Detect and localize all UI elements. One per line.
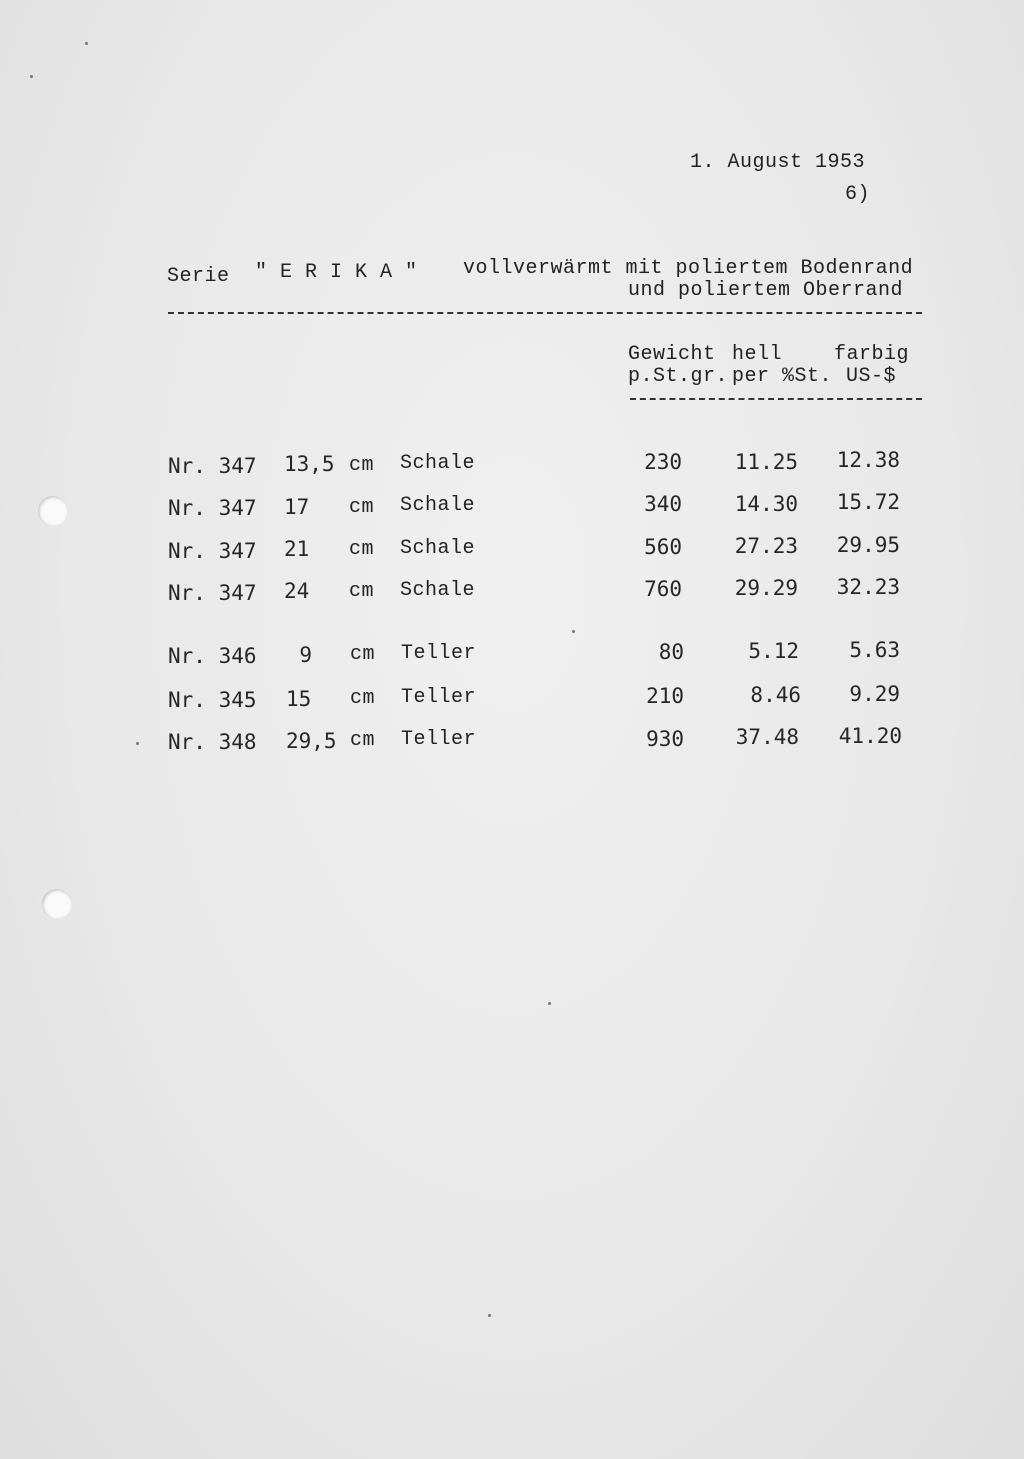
item-size: 9: [299, 643, 312, 667]
column-header-farbig: farbig: [834, 343, 910, 366]
item-weight: 930: [646, 727, 684, 751]
item-price-farbig: 41.20: [838, 724, 902, 748]
item-number: Nr. 348: [168, 730, 257, 754]
item-price-hell: 8.46: [750, 683, 801, 707]
item-size: 24: [284, 579, 310, 603]
item-type: Schale: [400, 452, 476, 475]
date: 1. August 1953: [690, 151, 866, 174]
item-type: Schale: [400, 537, 476, 560]
item-unit: cm: [350, 687, 376, 710]
item-number: Nr. 347: [168, 496, 257, 520]
series-name: " E R I K A ": [255, 261, 418, 284]
punch-hole-bottom: [42, 889, 72, 919]
item-unit: cm: [349, 454, 375, 477]
item-size: 13,5: [284, 452, 335, 476]
item-unit: cm: [349, 538, 375, 561]
column-header-weight: Gewicht: [628, 343, 716, 366]
item-price-hell: 5.12: [748, 639, 799, 663]
item-price-hell: 29.29: [734, 576, 798, 600]
item-price-hell: 37.48: [735, 725, 799, 749]
paper-speck: [30, 75, 33, 78]
item-number: Nr. 347: [168, 539, 257, 563]
item-type: Schale: [400, 494, 476, 517]
item-price-hell: 27.23: [734, 534, 798, 558]
item-price-farbig: 29.95: [836, 533, 900, 557]
item-weight: 210: [646, 684, 684, 708]
item-price-hell: 11.25: [734, 450, 798, 474]
item-weight: 760: [644, 577, 682, 601]
item-price-farbig: 32.23: [836, 575, 900, 599]
item-size: 21: [284, 537, 310, 561]
item-unit: cm: [350, 729, 376, 752]
header-divider: [630, 398, 922, 402]
series-description-line-1: vollverwärmt mit poliertem Bodenrand: [463, 257, 914, 280]
column-header-hell-unit: per %St.: [732, 365, 833, 388]
item-type: Schale: [400, 579, 476, 602]
column-header-hell: hell: [732, 343, 783, 366]
item-type: Teller: [401, 642, 477, 665]
series-description-line-2: und poliertem Oberrand: [628, 279, 904, 302]
item-number: Nr. 345: [168, 688, 257, 712]
item-price-farbig: 12.38: [836, 448, 900, 472]
paper-speck: [136, 742, 139, 745]
item-number: Nr. 346: [168, 644, 257, 668]
item-unit: cm: [349, 496, 375, 519]
series-label: Serie: [167, 265, 230, 288]
item-size: 15: [286, 687, 312, 711]
item-type: Teller: [401, 728, 477, 751]
item-unit: cm: [350, 643, 376, 666]
column-header-weight-unit: p.St.gr.: [628, 365, 729, 388]
title-divider: [168, 312, 922, 316]
item-price-farbig: 9.29: [849, 682, 900, 706]
paper-speck: [572, 630, 575, 633]
page-number: 6): [845, 183, 871, 206]
column-header-farbig-unit: US-$: [846, 365, 897, 388]
item-type: Teller: [401, 686, 477, 709]
item-price-farbig: 15.72: [836, 490, 900, 514]
item-weight: 230: [644, 450, 682, 474]
item-size: 17: [284, 495, 310, 519]
item-weight: 80: [658, 640, 684, 664]
item-number: Nr. 347: [168, 581, 257, 605]
paper-speck: [85, 42, 88, 45]
item-price-hell: 14.30: [734, 492, 798, 516]
item-unit: cm: [349, 580, 375, 603]
item-weight: 340: [644, 492, 682, 516]
item-price-farbig: 5.63: [849, 638, 900, 662]
paper-speck: [548, 1002, 551, 1005]
item-number: Nr. 347: [168, 454, 257, 478]
item-size: 29,5: [286, 729, 337, 753]
punch-hole-top: [38, 496, 68, 526]
paper-speck: [488, 1314, 491, 1317]
item-weight: 560: [644, 535, 682, 559]
